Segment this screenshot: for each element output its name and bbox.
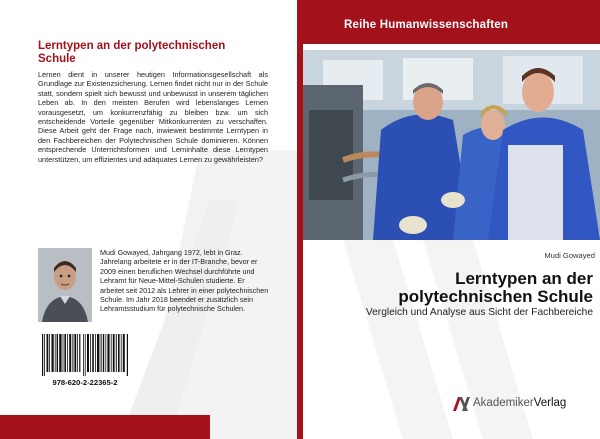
series-label: Reihe Humanwissenschaften [344,19,509,31]
isbn-number: 978-620-2-22365-2 [52,378,118,387]
publisher-name-main: Akademiker [473,397,534,409]
series-header [303,0,600,44]
publisher-name [473,397,566,409]
front-title-line-2: polytechnischen Schule [398,287,593,306]
front-subtitle: Vergleich und Analyse aus Sicht der Fachbereiche [365,307,593,318]
publisher-name-suffix: Verlag [533,397,567,409]
front-author-name: Mudi Gowayed [544,251,595,260]
publisher-mark-icon [453,396,471,412]
front-title [343,270,593,306]
author-bio: Mudi Gowayed, Jahrgang 1972, lebt in Graz. Jahrelang arbeitete er in der IT-Branche, bevor er 2009 einen beruflichen Wechsel durchführte und Lehramt für Neue-Mittel-Schulen studierte. Er arbeitet seit 2012 als Lehrer in einer polytechnischen Schule. Im Jahr 2018 beendet er zusätzlich sein Lehramtsstudium für polytechnische Schulen. [100,248,269,314]
back-cover [0,0,297,439]
publisher-logo [453,396,593,412]
front-cover [303,0,600,439]
back-accent-stripe [0,415,210,439]
back-title-line-2: Schule [38,53,76,65]
author-photo [38,248,92,322]
back-title [38,40,268,66]
isbn-barcode [38,331,132,389]
front-title-line-1: Lerntypen an der [455,269,593,288]
cover-photo [303,50,600,240]
barcode-icon [42,334,128,376]
back-title-line-1: Lerntypen an der polytechnischen [38,40,226,52]
book-blurb: Lernen dient in unserer heutigen Informationsgesellschaft als Grundlage zur Existenzsicherung. Lernen findet nicht nur in der Schule statt, sondern spielt sich bewusst und unbewusst in unserem täglichen Leben ab. In den meisten Berufen wird lebenslanges Lernen vorausgesetzt, um konkurrenzfähig zu bleiben bzw. um sich entscheidende Vorteile gegenüber Mitkonkurrenten zu verschaffen. Diese Arbeit geht der Frage nach, inwieweit bestimmte Lerntypen in den Fachbereichen der Polytechnischen Schule dominieren. Können entsprechende Unterrichtsformen und Lerninhalte diese Lerntypen unterstützen, um effizientes und adäquates Lernen zu gewährleisten? [38,70,268,164]
